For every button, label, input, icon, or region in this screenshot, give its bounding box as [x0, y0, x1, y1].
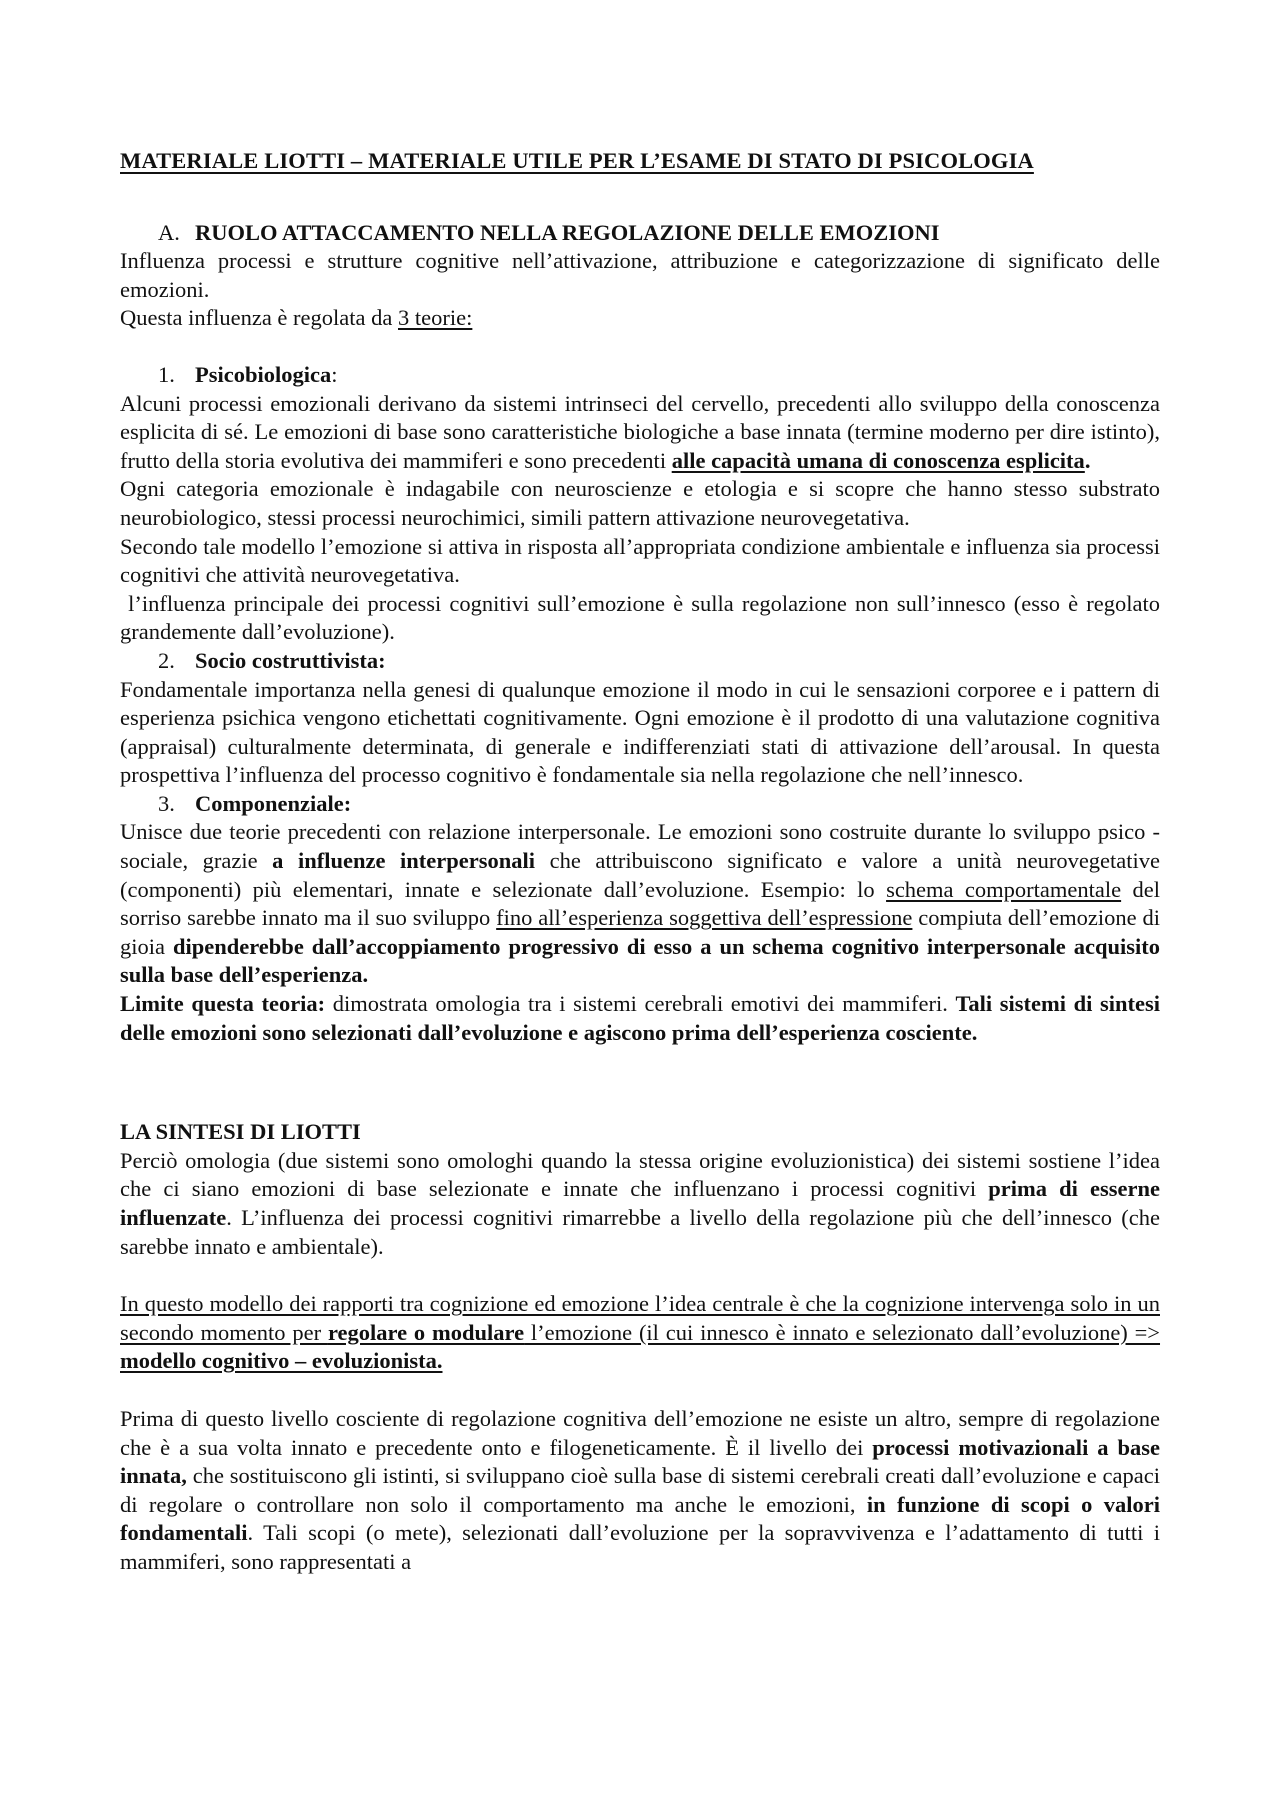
three-theories-text: 3 teorie: [398, 305, 473, 331]
theory-3-name: Componenziale: [195, 790, 352, 816]
document-title: MATERIALE LIOTTI – MATERIALE UTILE PER L’ESAME DI STATO DI PSICOLOGIA [120, 148, 1034, 173]
underlined-subjective-experience: fino all’esperienza soggettiva dell’espressione [496, 905, 913, 931]
sintesi-paragraph-2: In questo modello dei rapporti tra cognizione ed emozione l’idea centrale è che la cognizione intervenga solo in un secondo momento per regolare o modulare l’emozione (il cui innesco è innato e selezionato dall’evoluzione) => modello cognitivo – evoluzionista. [120, 1291, 1161, 1374]
theory-1-name: Psicobiologica [195, 361, 332, 387]
highlight-explicit-knowledge: alle capacità umana di conoscenza esplicita [671, 447, 1085, 473]
section-a-intro: Influenza processi e strutture cognitive nell’attivazione, attribuzione e categorizzazione di significato delle emozioni. [120, 248, 1160, 302]
theory-1-paragraph-3: Secondo tale modello l’emozione si attiva in risposta all’appropriata condizione ambientale e influenza sia processi cognitivi che attività neurovegetativa. [120, 533, 1160, 588]
theory-2-name: Socio costruttivista: [195, 647, 386, 673]
theory-3-paragraph-1: Unisce due teorie precedenti con relazione interpersonale. Le emozioni sono costruite durante lo sviluppo psico - sociale, grazie a influenze interpersonali che attribuiscono significato e valore a unità neurovegetative (componenti) più elementari, innate e selezionate dall’evoluzione. Esempio: lo schema comportamentale del sorriso sarebbe innato ma il suo sviluppo fino all’esperienza soggettiva dell’espressione compiuta dell’emozione di gioia dipenderebbe dall’accoppiamento progressivo di esso a un schema cognitivo interpersonale acquisito sulla base dell’esperienza. [120, 819, 1161, 988]
sintesi-paragraph-3: Prima di questo livello cosciente di regolazione cognitiva dell’emozione ne esiste un altro, sempre di regolazione che è a sua volta innato e precedente onto e filogeneticamente. È il livello dei processi motivazionali a base innata, che sostituiscono gli istinti, si sviluppano cioè sulla base di sistemi cerebrali creati dall’evoluzione e capaci di regolare o controllare non solo il comportamento ma anche le emozioni, in funzione di scopi o valori fondamentali. Tali scopi (o mete), selezionati dall’evoluzione per la sopravvivenza e l’adattamento di tutti i mammiferi, sono rappresentati a [120, 1405, 1160, 1574]
theory-3-heading: 3. Componenziale: [158, 790, 352, 816]
theory-1-paragraph-1: Alcuni processi emozionali derivano da sistemi intrinseci del cervello, precedenti allo sviluppo della conoscenza esplicita di sé. Le emozioni di base sono caratteristiche biologiche a base innata (termine moderno per dire istinto), frutto della storia evolutiva dei mammiferi e sono precedenti alle capacità umana di conoscenza esplicita. [120, 390, 1160, 473]
section-a-heading [120, 219, 1160, 248]
theory-2-heading: 2. Socio costruttivista: [158, 647, 386, 673]
sintesi-heading: LA SINTESI DI LIOTTI [120, 1119, 361, 1145]
theory-1-heading: 1. Psicobiologica: [158, 361, 338, 387]
theory-1-paragraph-4: l’influenza principale dei processi cognitivi sull’emozione è sulla regolazione non sull’innesco (esso è regolato grandemente dall’evoluzione). [120, 590, 1166, 645]
theory-3-limit: Limite questa teoria: dimostrata omologia tra i sistemi cerebrali emotivi dei mammiferi. Tali sistemi di sintesi delle emozioni sono selezionati dall’evoluzione e agiscono prima dell’esperienza cosciente. [120, 991, 1160, 1045]
sintesi-paragraph-1: Perciò omologia (due sistemi sono omologhi quando la stessa origine evoluzionistica) dei sistemi sostiene l’idea che ci siano emozioni di base selezionate e innate che influenzano i processi cognitivi prima di esserne influenzate. L’influenza dei processi cognitivi rimarrebbe a livello della regolazione più che dell’innesco (che sarebbe innato e ambientale). [120, 1147, 1161, 1259]
document-body [120, 147, 1166, 1577]
section-a-title: RUOLO ATTACCAMENTO NELLA REGOLAZIONE DELLE EMOZIONI [195, 219, 940, 245]
section-a-marker: A. [158, 219, 180, 245]
underlined-behavioral-schema: schema comportamentale [886, 876, 1122, 902]
section-a-intro-2: Questa influenza è regolata da 3 teorie: [120, 305, 473, 331]
theory-1-paragraph-2: Ogni categoria emozionale è indagabile con neuroscienze e etologia e si scopre che hanno stesso substrato neurobiologico, stessi processi neurochimici, simili pattern attivazione neurovegetativa. [120, 476, 1160, 530]
theory-2-paragraph-1: Fondamentale importanza nella genesi di qualunque emozione il modo in cui le sensazioni corporee e i pattern di esperienza psichica vengono etichettati cognitivamente. Ogni emozione è il prodotto di una valutazione cognitiva (appraisal) culturalmente determinata, di generale e indifferenziati stati di attivazione dell’arousal. In questa prospettiva l’influenza del processo cognitivo è fondamentale sia nella regolazione che nell’innesco. [120, 676, 1160, 788]
